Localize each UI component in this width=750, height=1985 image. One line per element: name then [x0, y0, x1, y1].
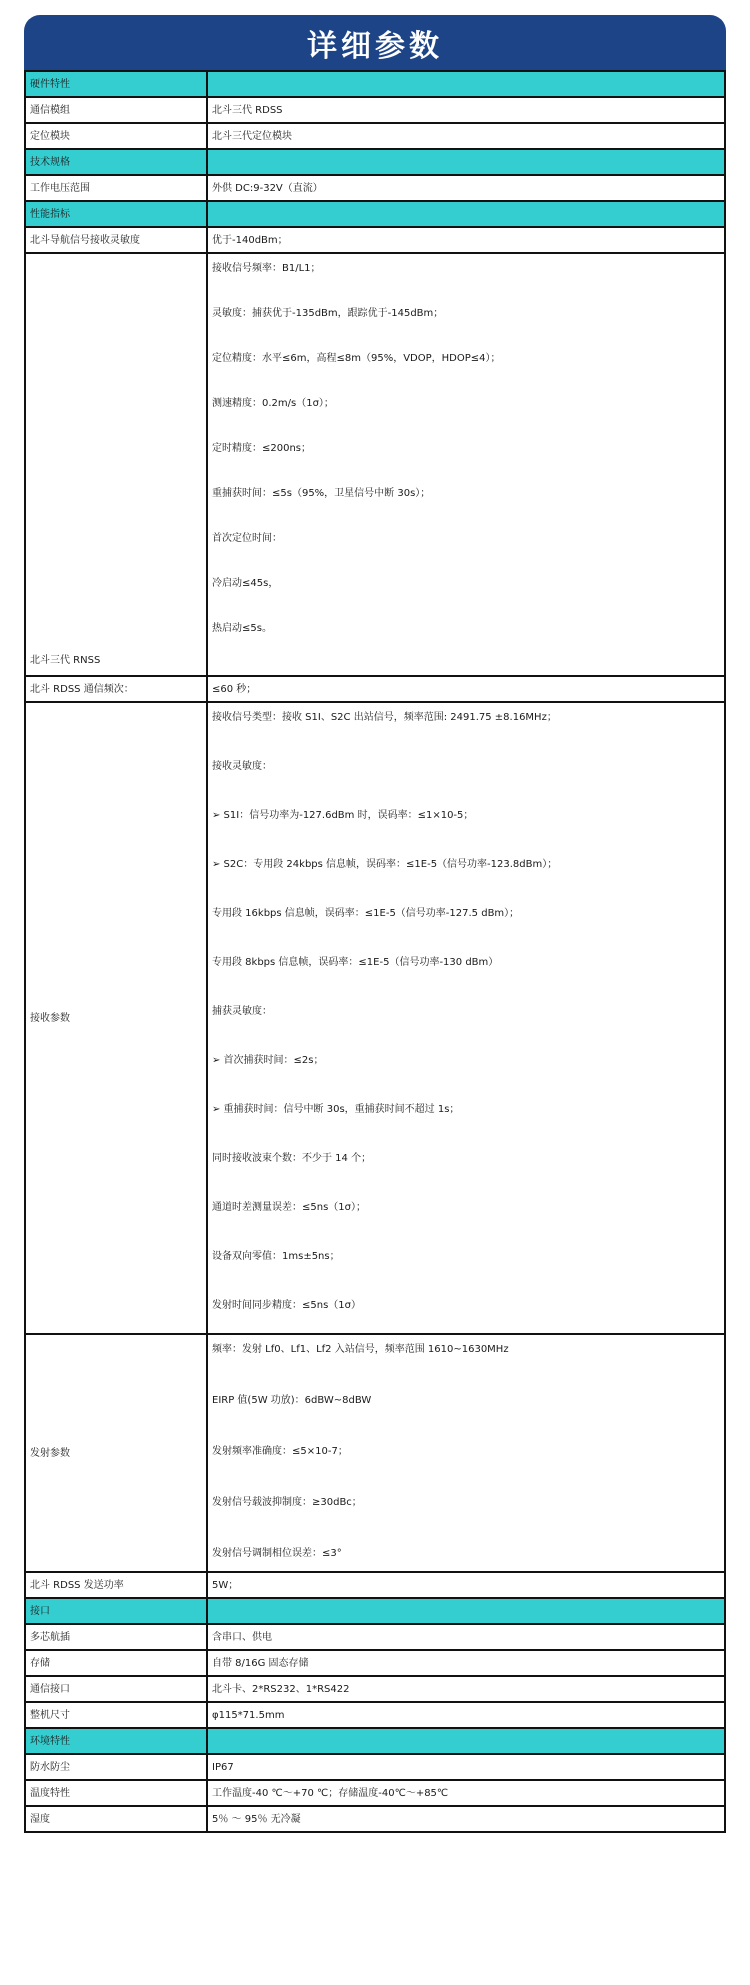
transmit-value: [207, 1334, 725, 1572]
rnss-line: 首次定位时间：: [212, 533, 282, 544]
section-value: [207, 201, 725, 227]
table-row: [25, 1624, 725, 1650]
table-row: [25, 1676, 725, 1702]
rnss-line: 定位精度：水平≤6m，高程≤8m（95%，VDOP，HDOP≤4）；: [212, 353, 501, 364]
section-row: [25, 1728, 725, 1754]
transmit-line: 频率：发射 Lf0、Lf1、Lf2 入站信号，频率范围 1610~1630MHz: [212, 1344, 509, 1355]
transmit-line: EIRP 值(5W 功放)：6dBW~8dBW: [212, 1395, 372, 1406]
section-value: [207, 1728, 725, 1754]
row-value: 北斗三代定位模块: [207, 123, 725, 149]
row-label: 通信模组: [25, 97, 207, 123]
row-label: 工作电压范围: [25, 175, 207, 201]
table-row: [25, 1754, 725, 1780]
table-row: [25, 123, 725, 149]
section-label: 环境特性: [25, 1728, 207, 1754]
row-value: 外供 DC:9-32V（直流）: [207, 175, 725, 201]
row-label: 多芯航插: [25, 1624, 207, 1650]
row-value: 含串口、供电: [207, 1624, 725, 1650]
section-value: [207, 149, 725, 175]
row-label: 北斗 RDSS 通信频次：: [25, 676, 207, 702]
section-value: [207, 1598, 725, 1624]
table-row: [25, 676, 725, 702]
table-row: [25, 227, 725, 253]
rnss-line: 测速精度：0.2m/s（1σ）；: [212, 398, 334, 409]
table-row: [25, 1650, 725, 1676]
row-label: 整机尺寸: [25, 1702, 207, 1728]
receive-line: 捕获灵敏度：: [212, 1006, 272, 1017]
section-label: 硬件特性: [25, 71, 207, 97]
section-value: [207, 71, 725, 97]
rnss-value: [207, 253, 725, 676]
receive-line: 专用段 16kbps 信息帧，误码率：≤1E-5（信号功率-127.5 dBm）；: [212, 908, 520, 919]
receive-line: 发射时间同步精度：≤5ns（1σ）: [212, 1300, 361, 1311]
receive-line: 接收灵敏度：: [212, 761, 272, 772]
row-value: 5W；: [207, 1572, 725, 1598]
section-label: 接口: [25, 1598, 207, 1624]
row-value: 北斗卡、2*RS232、1*RS422: [207, 1676, 725, 1702]
section-row: [25, 1598, 725, 1624]
table-row: [25, 175, 725, 201]
table-row: [25, 97, 725, 123]
row-value: 自带 8/16G 固态存储: [207, 1650, 725, 1676]
section-row: [25, 149, 725, 175]
section-row: [25, 201, 725, 227]
rnss-line: 热启动≤5s。: [212, 623, 272, 634]
receive-line: ➢ S1I：信号功率为-127.6dBm 时，误码率：≤1×10-5；: [212, 810, 474, 821]
page-header: [24, 15, 726, 70]
row-value: 北斗三代 RDSS: [207, 97, 725, 123]
row-value: φ115*71.5mm: [207, 1702, 725, 1728]
table-row-receive: [25, 702, 725, 1334]
row-label: 定位模块: [25, 123, 207, 149]
row-value: 5％ ～ 95％ 无冷凝: [207, 1806, 725, 1832]
row-label: 湿度: [25, 1806, 207, 1832]
row-value: 优于-140dBm；: [207, 227, 725, 253]
row-label: 北斗导航信号接收灵敏度: [25, 227, 207, 253]
row-label: 通信接口: [25, 1676, 207, 1702]
receive-value: [207, 702, 725, 1334]
table-row: [25, 1780, 725, 1806]
transmit-line: 发射信号载波抑制度：≥30dBc；: [212, 1497, 362, 1508]
row-label: 存储: [25, 1650, 207, 1676]
row-label: 北斗 RDSS 发送功率: [25, 1572, 207, 1598]
row-label: 接收参数: [25, 702, 207, 1334]
row-label: 北斗三代 RNSS: [25, 253, 207, 676]
receive-line: ➢ 重捕获时间：信号中断 30s，重捕获时间不超过 1s；: [212, 1104, 460, 1115]
row-value: ≤60 秒；: [207, 676, 725, 702]
section-label: 技术规格: [25, 149, 207, 175]
row-label: 温度特性: [25, 1780, 207, 1806]
receive-line: 专用段 8kbps 信息帧，误码率：≤1E-5（信号功率-130 dBm）: [212, 957, 499, 968]
receive-line: 设备双向零值：1ms±5ns；: [212, 1251, 340, 1262]
transmit-line: 发射频率准确度：≤5×10-7；: [212, 1446, 348, 1457]
receive-line: ➢ 首次捕获时间：≤2s；: [212, 1055, 324, 1066]
spec-table: [24, 70, 726, 1833]
table-row-transmit: [25, 1334, 725, 1572]
row-value: IP67: [207, 1754, 725, 1780]
section-row: [25, 71, 725, 97]
receive-line: 通道时差测量误差：≤5ns（1σ）；: [212, 1202, 366, 1213]
row-label: 发射参数: [25, 1334, 207, 1572]
table-row: [25, 1572, 725, 1598]
receive-line: 同时接收波束个数：不少于 14 个；: [212, 1153, 372, 1164]
receive-line: ➢ S2C：专用段 24kbps 信息帧，误码率：≤1E-5（信号功率-123.8dBm）；: [212, 859, 558, 870]
rnss-line: 重捕获时间：≤5s（95%，卫星信号中断 30s）；: [212, 488, 431, 499]
page-title: 详细参数: [307, 28, 443, 64]
row-value: 工作温度-40 ℃～+70 ℃；存储温度-40℃～+85℃: [207, 1780, 725, 1806]
row-label: 防水防尘: [25, 1754, 207, 1780]
rnss-line: 冷启动≤45s，: [212, 578, 279, 589]
section-label: 性能指标: [25, 201, 207, 227]
receive-line: 接收信号类型：接收 S1I、S2C 出站信号，频率范围: 2491.75 ±8.16MHz；: [212, 712, 557, 723]
rnss-line: 定时精度：≤200ns；: [212, 443, 312, 454]
rnss-line: 灵敏度：捕获优于-135dBm，跟踪优于-145dBm；: [212, 308, 444, 319]
table-row: [25, 1806, 725, 1832]
rnss-line: 接收信号频率：B1/L1；: [212, 263, 321, 274]
table-row: [25, 1702, 725, 1728]
table-row-rnss: [25, 253, 725, 676]
transmit-line: 发射信号调制相位误差：≤3°: [212, 1548, 342, 1559]
